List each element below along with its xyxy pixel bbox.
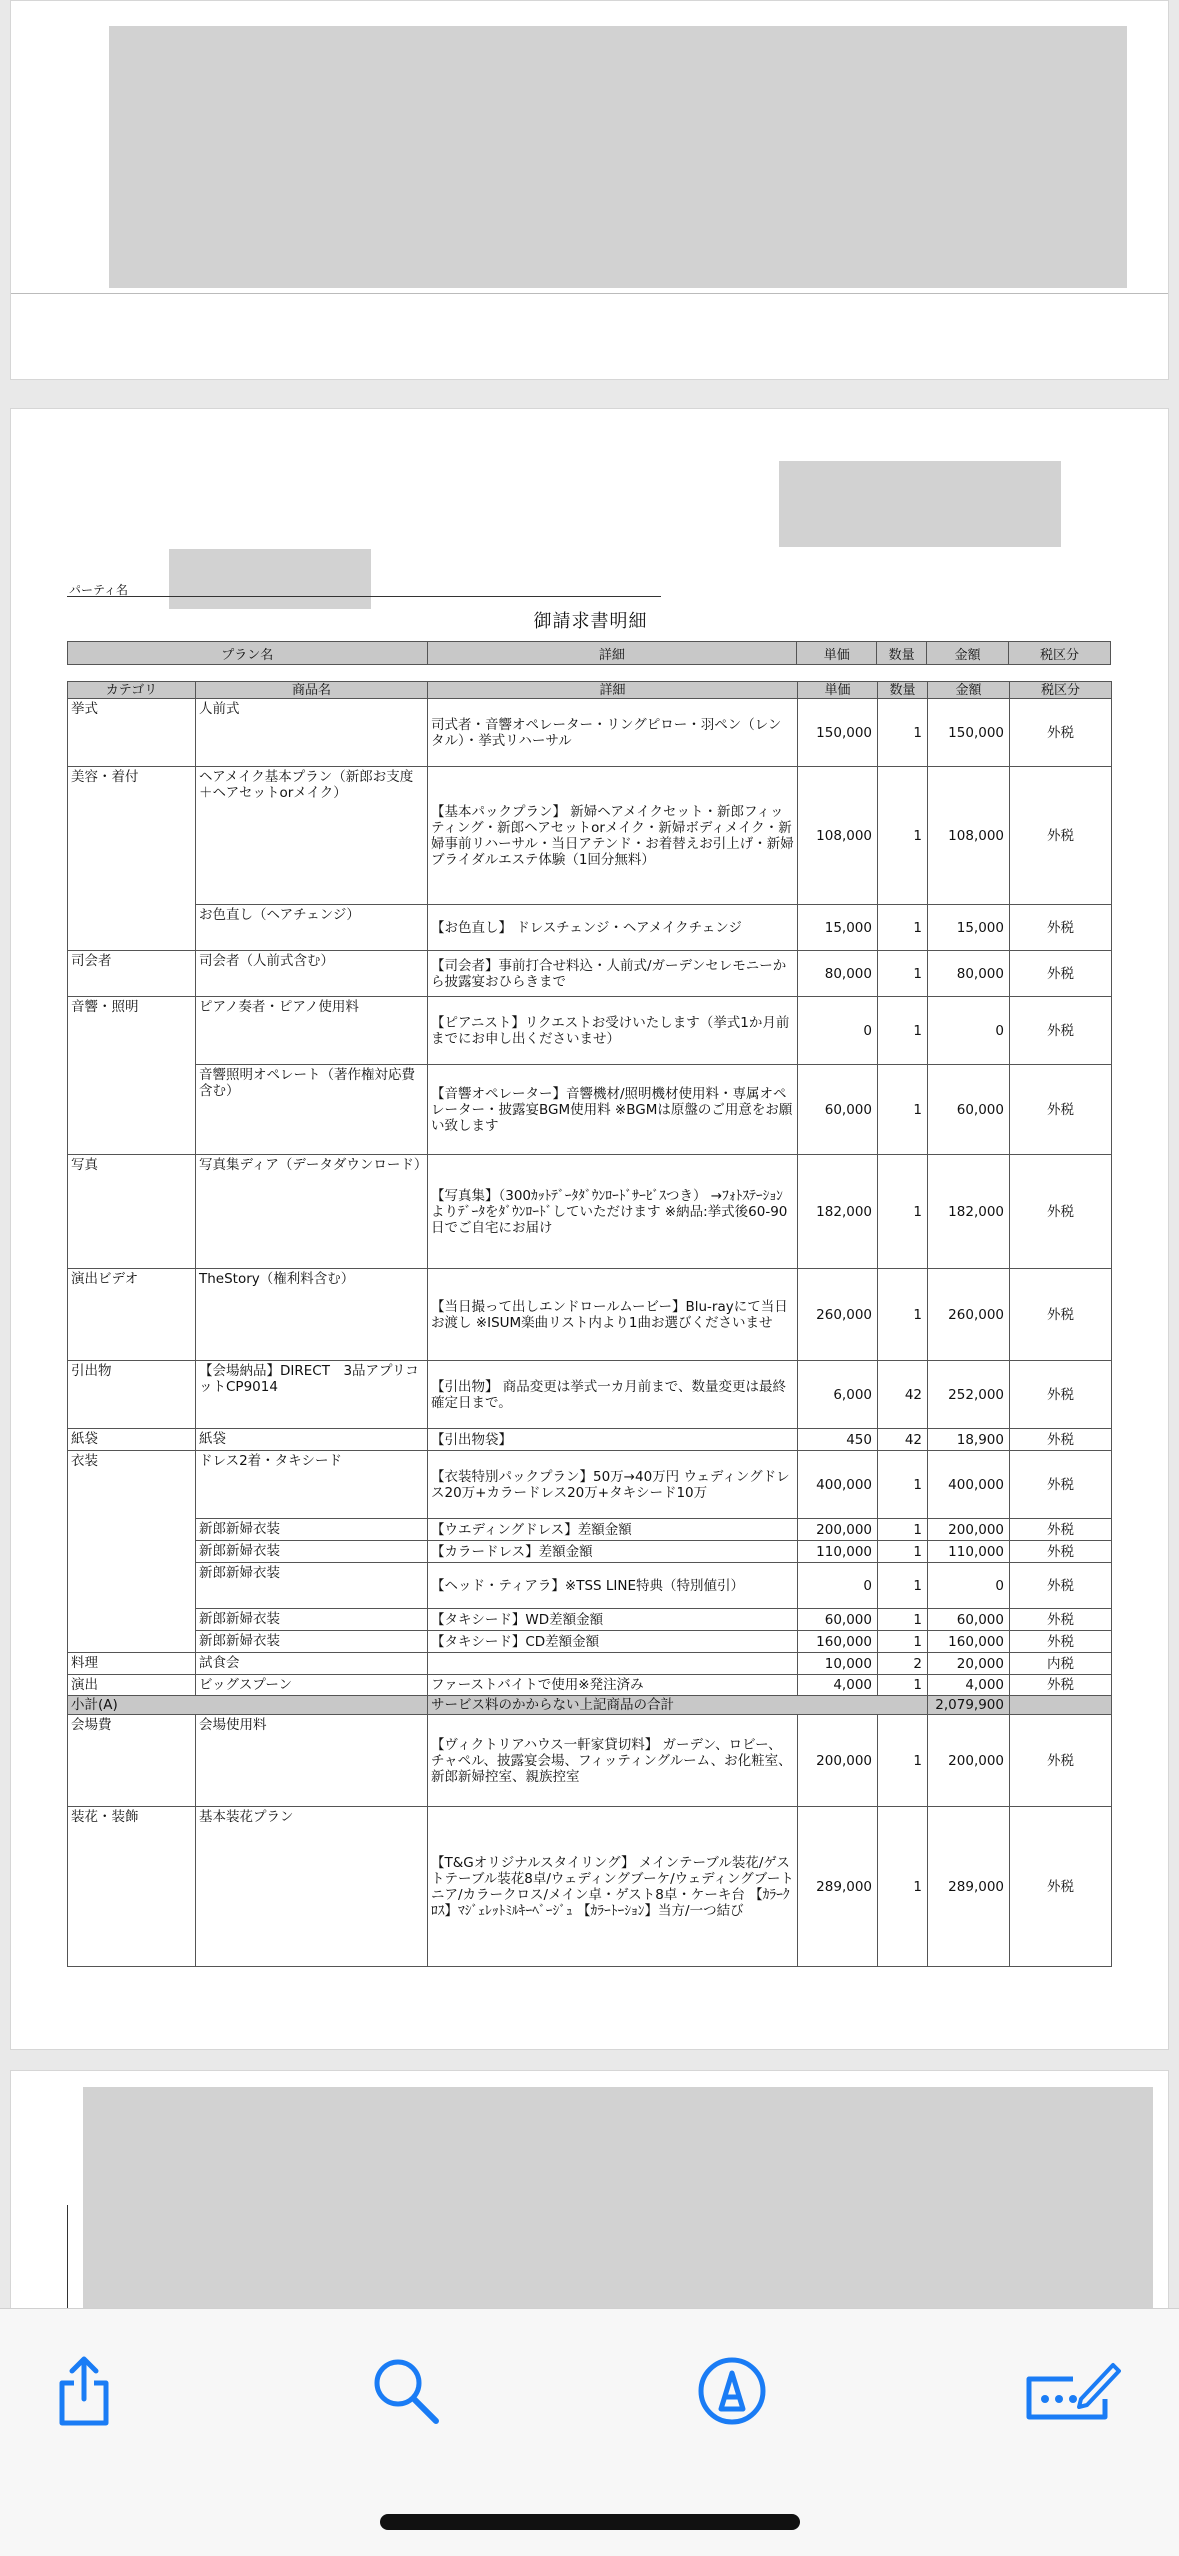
row-detail: 【写真集】（300ｶｯﾄﾃﾞｰﾀﾀﾞｳﾝﾛｰﾄﾞｻｰﾋﾞｽつき） →ﾌｫﾄｽﾃｰｼｮﾝよりﾃﾞｰﾀをﾀﾞｳﾝﾛｰﾄﾞしていただけます ※納品:挙式後60-90日でご自宅にお届け — [428, 1155, 798, 1269]
row-tax: 外税 — [1010, 1631, 1112, 1653]
row-qty: 1 — [878, 1451, 928, 1519]
table-row — [68, 1429, 1112, 1451]
table-row — [68, 1361, 1112, 1429]
markup-button[interactable] — [690, 2349, 774, 2433]
table-row — [68, 997, 1112, 1065]
row-unit-price: 60,000 — [798, 1065, 878, 1155]
row-amount: 160,000 — [928, 1631, 1010, 1653]
row-amount: 60,000 — [928, 1609, 1010, 1631]
row-product: 紙袋 — [196, 1429, 428, 1451]
row-category: 美容・着付 — [68, 767, 196, 905]
row-amount: 182,000 — [928, 1155, 1010, 1269]
row-detail — [428, 1653, 798, 1675]
row-amount: 4,000 — [928, 1675, 1010, 1696]
row-amount: 0 — [928, 997, 1010, 1065]
row-tax: 外税 — [1010, 1609, 1112, 1631]
row-unit-price: 15,000 — [798, 905, 878, 951]
row-amount: 150,000 — [928, 699, 1010, 767]
row-tax: 外税 — [1010, 1451, 1112, 1519]
row-tax: 外税 — [1010, 951, 1112, 997]
signature-button[interactable] — [1016, 2349, 1126, 2433]
row-product: お色直し（ヘアチェンジ） — [196, 905, 428, 951]
row-category — [68, 1541, 196, 1563]
row-unit-price: 289,000 — [798, 1807, 878, 1967]
document-title: 御請求書明細 — [533, 611, 648, 632]
header-qty: 数量 — [877, 642, 927, 665]
row-qty: 1 — [878, 1563, 928, 1609]
header-plan: プラン名 — [68, 642, 428, 665]
row-detail: 【司会者】事前打合せ料込・人前式/ガーデンセレモニーから披露宴おひらきまで — [428, 951, 798, 997]
row-qty: 1 — [878, 1609, 928, 1631]
redacted-party-name — [169, 549, 371, 609]
row-qty: 42 — [878, 1429, 928, 1451]
party-name-line — [67, 596, 661, 597]
col-amount: 金額 — [928, 682, 1010, 699]
row-qty: 1 — [878, 951, 928, 997]
header-unit-price: 単価 — [797, 642, 877, 665]
row-qty: 1 — [878, 767, 928, 905]
row-product: 新郎新婦衣装 — [196, 1541, 428, 1563]
row-qty: 1 — [878, 1807, 928, 1967]
row-category: 衣装 — [68, 1451, 196, 1519]
row-tax: 外税 — [1010, 1361, 1112, 1429]
table-row — [68, 1065, 1112, 1155]
row-amount: 200,000 — [928, 1715, 1010, 1807]
row-product: 試食会 — [196, 1653, 428, 1675]
row-tax: 外税 — [1010, 1429, 1112, 1451]
table-row — [68, 1155, 1112, 1269]
table-row — [68, 699, 1112, 767]
row-product: 新郎新婦衣装 — [196, 1609, 428, 1631]
col-product: 商品名 — [196, 682, 428, 699]
row-amount: 400,000 — [928, 1451, 1010, 1519]
table-row — [68, 1269, 1112, 1361]
col-tax: 税区分 — [1010, 682, 1112, 699]
row-category: 音響・照明 — [68, 997, 196, 1065]
page-current — [10, 408, 1169, 2050]
row-product: 音響照明オペレート（著作権対応費含む） — [196, 1065, 428, 1155]
party-name-label: パーティ名 — [69, 583, 129, 597]
row-tax: 外税 — [1010, 1675, 1112, 1696]
share-button[interactable] — [42, 2349, 126, 2433]
row-unit-price: 400,000 — [798, 1451, 878, 1519]
row-amount: 15,000 — [928, 905, 1010, 951]
row-category — [68, 1609, 196, 1631]
row-tax: 外税 — [1010, 1563, 1112, 1609]
table-row — [68, 1563, 1112, 1609]
row-detail: 【衣装特別パックプラン】50万→40万円 ウェディングドレス20万+カラードレス20万+タキシード10万 — [428, 1451, 798, 1519]
row-category: 写真 — [68, 1155, 196, 1269]
table-row — [68, 1675, 1112, 1696]
row-tax: 内税 — [1010, 1653, 1112, 1675]
header-amount: 金額 — [927, 642, 1009, 665]
subtotal-tax-blank — [1010, 1696, 1112, 1715]
row-tax: 外税 — [1010, 1155, 1112, 1269]
table-row — [68, 1541, 1112, 1563]
row-category: 演出 — [68, 1675, 196, 1696]
row-amount: 110,000 — [928, 1541, 1010, 1563]
row-category: 演出ビデオ — [68, 1269, 196, 1361]
page-previous — [10, 0, 1169, 380]
subtotal-note: サービス料のかからない上記商品の合計 — [428, 1696, 928, 1715]
table-row — [68, 1519, 1112, 1541]
row-detail: 【音響オペレーター】音響機材/照明機材使用料・専属オペレーター・披露宴BGM使用料 ※BGMは原盤のご用意をお願い致します — [428, 1065, 798, 1155]
row-detail: 【カラードレス】差額金額 — [428, 1541, 798, 1563]
row-amount: 252,000 — [928, 1361, 1010, 1429]
row-tax: 外税 — [1010, 699, 1112, 767]
share-icon — [52, 2355, 116, 2427]
col-category: カテゴリ — [68, 682, 196, 699]
row-category — [68, 1065, 196, 1155]
row-product: 会場使用料 — [196, 1715, 428, 1807]
row-category: 紙袋 — [68, 1429, 196, 1451]
row-unit-price: 160,000 — [798, 1631, 878, 1653]
row-unit-price: 6,000 — [798, 1361, 878, 1429]
row-tax: 外税 — [1010, 1519, 1112, 1541]
table-row — [68, 1609, 1112, 1631]
row-unit-price: 150,000 — [798, 699, 878, 767]
table-row — [68, 905, 1112, 951]
row-amount: 18,900 — [928, 1429, 1010, 1451]
row-detail: 【T&Gオリジナルスタイリング】 メインテーブル装花/ゲストテーブル装花8卓/ウェディングブーケ/ウェディングブートニア/カラークロス/メイン卓・ゲスト8卓・ケーキ台 【ｶﾗｰｸﾛｽ】ﾏｼﾞｪﾚｯﾄﾐﾙｷｰﾍﾞｰｼﾞｭ 【ｶﾗｰﾄｰｼｮﾝ】当方/一つ結び — [428, 1807, 798, 1967]
row-qty: 1 — [878, 1715, 928, 1807]
row-tax: 外税 — [1010, 905, 1112, 951]
table-row — [68, 1653, 1112, 1675]
row-qty: 1 — [878, 1519, 928, 1541]
row-product: TheStory（権利料含む） — [196, 1269, 428, 1361]
home-indicator[interactable] — [380, 2514, 800, 2530]
row-unit-price: 450 — [798, 1429, 878, 1451]
row-unit-price: 200,000 — [798, 1715, 878, 1807]
row-product: 基本装花プラン — [196, 1807, 428, 1967]
row-unit-price: 10,000 — [798, 1653, 878, 1675]
table-row — [68, 951, 1112, 997]
row-unit-price: 182,000 — [798, 1155, 878, 1269]
row-detail: 【ピアニスト】リクエストお受けいたします（挙式1か月前までにお申し出くださいませ） — [428, 997, 798, 1065]
row-detail: 【タキシード】CD差額金額 — [428, 1631, 798, 1653]
row-qty: 1 — [878, 1269, 928, 1361]
row-unit-price: 60,000 — [798, 1609, 878, 1631]
row-tax: 外税 — [1010, 1065, 1112, 1155]
row-product: 人前式 — [196, 699, 428, 767]
row-unit-price: 80,000 — [798, 951, 878, 997]
row-category: 料理 — [68, 1653, 196, 1675]
row-product: 写真集ディア（データダウンロード） — [196, 1155, 428, 1269]
row-qty: 42 — [878, 1361, 928, 1429]
row-detail: 【基本パックプラン】 新婦ヘアメイクセット・新郎フィッティング・新郎ヘアセットorメイク・新婦ボディメイク・新婦事前リハーサル・当日アテンド・お着替えお引上げ・新婦ブライダルエステ体験（1回分無料） — [428, 767, 798, 905]
row-qty: 1 — [878, 1155, 928, 1269]
row-qty: 1 — [878, 997, 928, 1065]
row-tax: 外税 — [1010, 1541, 1112, 1563]
row-amount: 0 — [928, 1563, 1010, 1609]
row-product: 司会者（人前式含む） — [196, 951, 428, 997]
row-category: 挙式 — [68, 699, 196, 767]
row-amount: 289,000 — [928, 1807, 1010, 1967]
row-tax: 外税 — [1010, 1715, 1112, 1807]
signature-icon — [1021, 2355, 1121, 2427]
row-unit-price: 110,000 — [798, 1541, 878, 1563]
row-amount: 20,000 — [928, 1653, 1010, 1675]
row-category: 会場費 — [68, 1715, 196, 1807]
row-product: ドレス2着・タキシード — [196, 1451, 428, 1519]
row-qty: 1 — [878, 1065, 928, 1155]
row-tax: 外税 — [1010, 997, 1112, 1065]
header-tax: 税区分 — [1009, 642, 1111, 665]
table-row — [68, 767, 1112, 905]
row-unit-price: 4,000 — [798, 1675, 878, 1696]
row-amount: 80,000 — [928, 951, 1010, 997]
redacted-area — [109, 26, 1127, 288]
row-detail: ファーストバイトで使用※発注済み — [428, 1675, 798, 1696]
row-qty: 1 — [878, 1631, 928, 1653]
table-row — [68, 1631, 1112, 1653]
row-amount: 60,000 — [928, 1065, 1010, 1155]
redacted-logo — [779, 461, 1061, 547]
row-tax: 外税 — [1010, 767, 1112, 905]
row-category — [68, 1519, 196, 1541]
row-product: 新郎新婦衣装 — [196, 1563, 428, 1609]
search-icon — [370, 2355, 442, 2427]
row-category: 引出物 — [68, 1361, 196, 1429]
row-unit-price: 0 — [798, 1563, 878, 1609]
row-product: 【会場納品】DIRECT 3品アプリコットCP9014 — [196, 1361, 428, 1429]
row-detail: 【ヘッド・ティアラ】※TSS LINE特典（特別値引） — [428, 1563, 798, 1609]
row-unit-price: 260,000 — [798, 1269, 878, 1361]
row-amount: 108,000 — [928, 767, 1010, 905]
row-product: ヘアメイク基本プラン（新郎お支度＋ヘアセットorメイク） — [196, 767, 428, 905]
row-qty: 1 — [878, 1541, 928, 1563]
row-category: 装花・装飾 — [68, 1807, 196, 1967]
row-tax: 外税 — [1010, 1807, 1112, 1967]
row-category — [68, 905, 196, 951]
row-qty: 2 — [878, 1653, 928, 1675]
row-detail: 【引出物】 商品変更は挙式一カ月前まで、数量変更は最終確定日まで。 — [428, 1361, 798, 1429]
row-amount: 200,000 — [928, 1519, 1010, 1541]
table-row — [68, 1807, 1112, 1967]
row-qty: 1 — [878, 1675, 928, 1696]
row-category: 司会者 — [68, 951, 196, 997]
row-product: ビッグスプーン — [196, 1675, 428, 1696]
subtotal-label: 小計(A) — [68, 1696, 428, 1715]
row-unit-price: 108,000 — [798, 767, 878, 905]
invoice-table — [67, 681, 1112, 1967]
row-detail: 【タキシード】WD差額金額 — [428, 1609, 798, 1631]
row-product: 新郎新婦衣装 — [196, 1631, 428, 1653]
row-product: 新郎新婦衣装 — [196, 1519, 428, 1541]
row-tax: 外税 — [1010, 1269, 1112, 1361]
row-qty: 1 — [878, 699, 928, 767]
col-detail: 詳細 — [428, 682, 798, 699]
row-detail: 【引出物袋】 — [428, 1429, 798, 1451]
row-product: ピアノ奏者・ピアノ使用料 — [196, 997, 428, 1065]
row-detail: 司式者・音響オペレーター・リングピロー・羽ペン（レンタル）・挙式リハーサル — [428, 699, 798, 767]
row-detail: 【お色直し】 ドレスチェンジ・ヘアメイクチェンジ — [428, 905, 798, 951]
header-detail: 詳細 — [427, 642, 797, 665]
row-category — [68, 1563, 196, 1609]
page-divider — [11, 293, 1168, 294]
table-row — [68, 1451, 1112, 1519]
redacted-area — [83, 2087, 1153, 2339]
col-qty: 数量 — [878, 682, 928, 699]
row-category — [68, 1631, 196, 1653]
markup-icon — [696, 2355, 768, 2427]
subtotal-amount: 2,079,900 — [928, 1696, 1010, 1715]
table-row — [68, 1715, 1112, 1807]
row-detail: 【ヴィクトリアハウス一軒家貸切料】 ガーデン、ロビー、チャペル、披露宴会場、フィッティングルーム、お化粧室、新郎新婦控室、親族控室 — [428, 1715, 798, 1807]
row-detail: 【当日撮って出しエンドロールムービー】Blu-rayにて当日お渡し ※ISUM楽曲リスト内より1曲お選びくださいませ — [428, 1269, 798, 1361]
subtotal-row — [68, 1696, 1112, 1715]
search-button[interactable] — [364, 2349, 448, 2433]
row-detail: 【ウエディングドレス】差額金額 — [428, 1519, 798, 1541]
summary-header — [67, 641, 1111, 665]
row-amount: 260,000 — [928, 1269, 1010, 1361]
col-unit-price: 単価 — [798, 682, 878, 699]
row-unit-price: 0 — [798, 997, 878, 1065]
row-qty: 1 — [878, 905, 928, 951]
row-unit-price: 200,000 — [798, 1519, 878, 1541]
